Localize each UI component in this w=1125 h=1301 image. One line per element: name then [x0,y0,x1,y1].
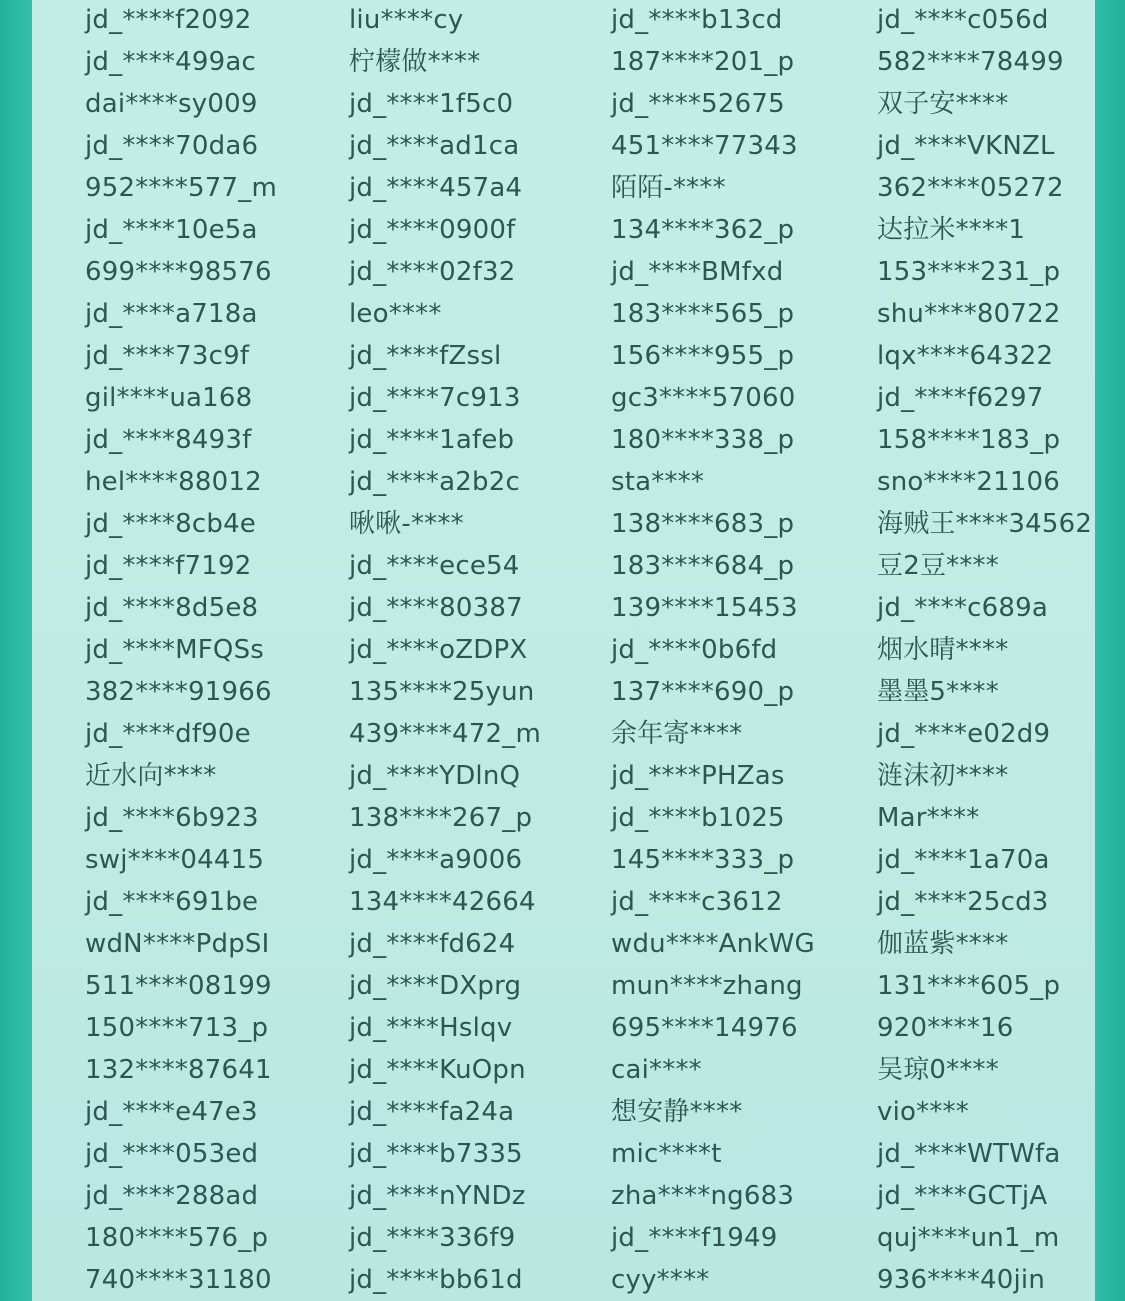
winner-name: 187****201_p [611,47,795,77]
winner-name: 伽蓝紫**** [877,929,1009,959]
winner-row [32,545,1095,587]
winner-row [32,419,1095,461]
winner-name: leo**** [349,299,442,329]
winner-name: jd_****b13cd [611,5,783,35]
winner-name: vio**** [877,1097,969,1127]
winner-name: 余年寄**** [611,719,743,749]
winner-row [32,881,1095,923]
winner-name: 132****87641 [85,1055,272,1085]
winner-row [32,377,1095,419]
winner-name: gc3****57060 [611,383,796,413]
winner-name: zha****ng683 [611,1181,795,1211]
winner-row [32,251,1095,293]
winner-name: jd_****WTWfa [877,1139,1061,1169]
winner-name: jd_****f7192 [85,551,252,581]
winner-name: jd_****fa24a [349,1097,515,1127]
winner-name: 382****91966 [85,677,272,707]
winner-name: 439****472_m [349,719,541,749]
winner-name: quj****un1_m [877,1223,1060,1253]
winner-name: jd_****8d5e8 [85,593,259,623]
winner-name: swj****04415 [85,845,265,875]
winner-name: 699****98576 [85,257,272,287]
winner-name: jd_****1afeb [349,425,515,455]
winner-row [32,293,1095,335]
winner-name: jd_****8493f [85,425,252,455]
winner-name: jd_****fZssl [349,341,502,371]
winner-name: jd_****nYNDz [349,1181,526,1211]
winner-name: jd_****a2b2c [349,467,520,497]
winner-name: jd_****df90e [85,719,251,749]
winner-name: 131****605_p [877,971,1061,1001]
winner-name-grid [32,0,1095,1301]
winner-name: jd_****f1949 [611,1223,778,1253]
winner-name: sno****21106 [877,467,1061,497]
winner-name: 双子安**** [877,89,1009,119]
winner-name: jd_****499ac [85,47,256,77]
winner-row [32,965,1095,1007]
winner-name: 吴琼0**** [877,1055,999,1085]
winner-name: jd_****336f9 [349,1223,516,1253]
winner-name: 952****577_m [85,173,277,203]
winner-name: jd_****b7335 [349,1139,523,1169]
winner-name: jd_****a718a [85,299,258,329]
winner-name: jd_****6b923 [85,803,259,833]
winner-name: jd_****1f5c0 [349,89,514,119]
winner-name: 920****16 [877,1013,1014,1043]
winner-name: 153****231_p [877,257,1061,287]
winner-name: sta**** [611,467,705,497]
winner-name: jd_****VKNZL [877,131,1055,161]
winner-name: 582****78499 [877,47,1064,77]
winner-name: jd_****ad1ca [349,131,520,161]
winner-name: Mar**** [877,803,980,833]
winner-row [32,629,1095,671]
winner-name: lqx****64322 [877,341,1054,371]
winner-name: 柠檬做**** [349,47,481,77]
winner-row [32,503,1095,545]
winner-name: 180****338_p [611,425,795,455]
winner-row [32,713,1095,755]
winner-name: 烟水晴**** [877,635,1009,665]
winner-name: 138****267_p [349,803,533,833]
winner-row [32,83,1095,125]
winner-name: 139****15453 [611,593,798,623]
winner-name: 涟沫初**** [877,761,1009,791]
winner-row [32,41,1095,83]
winner-row [32,1049,1095,1091]
winner-name: 183****684_p [611,551,795,581]
winner-name: 740****31180 [85,1265,272,1295]
winner-name: 145****333_p [611,845,795,875]
winner-name: jd_****0b6fd [611,635,778,665]
winner-name: wdu****AnkWG [611,929,815,959]
winner-name: jd_****DXprg [349,971,522,1001]
winner-name: jd_****fd624 [349,929,516,959]
winner-name: 陌陌-**** [611,173,726,203]
winner-name: jd_****10e5a [85,215,258,245]
winner-name: jd_****MFQSs [85,635,265,665]
winner-list-panel [32,0,1095,1301]
winner-row [32,797,1095,839]
winner-row [32,1091,1095,1133]
winner-name: jd_****c056d [877,5,1049,35]
winner-row [32,1007,1095,1049]
winner-name: jd_****80387 [349,593,523,623]
winner-name: jd_****288ad [85,1181,259,1211]
winner-name: jd_****c689a [877,593,1048,623]
winner-row [32,461,1095,503]
winner-name: jd_****457a4 [349,173,523,203]
winner-name: 180****576_p [85,1223,269,1253]
winner-name: gil****ua168 [85,383,253,413]
winner-name: cai**** [611,1055,702,1085]
winner-name: jd_****BMfxd [611,257,784,287]
winner-name: jd_****1a70a [877,845,1050,875]
winner-name: 936****40jin [877,1265,1046,1295]
winner-name: jd_****053ed [85,1139,259,1169]
winner-name: 啾啾-**** [349,509,464,539]
winner-row [32,0,1095,41]
winner-name: 511****08199 [85,971,272,1001]
winner-name: 近水向**** [85,761,217,791]
winner-name: 134****42664 [349,887,536,917]
winner-name: jd_****Hslqv [349,1013,513,1043]
winner-name: jd_****73c9f [85,341,250,371]
winner-name: 137****690_p [611,677,795,707]
winner-name: jd_****ece54 [349,551,520,581]
winner-name: 墨墨5**** [877,677,999,707]
winner-row [32,587,1095,629]
winner-name: shu****80722 [877,299,1061,329]
winner-row [32,755,1095,797]
winner-name: jd_****70da6 [85,131,259,161]
winner-name: dai****sy009 [85,89,258,119]
winner-row [32,839,1095,881]
winner-name: jd_****0900f [349,215,516,245]
winner-name: mun****zhang [611,971,803,1001]
winner-row [32,125,1095,167]
winner-name: 想安静**** [611,1097,743,1127]
winner-row [32,167,1095,209]
winner-name: cyy**** [611,1265,710,1295]
winner-name: 138****683_p [611,509,795,539]
winner-name: jd_****KuOpn [349,1055,526,1085]
winner-name: liu****cy [349,5,464,35]
winner-name: jd_****c3612 [611,887,783,917]
winner-name: jd_****GCTjA [877,1181,1048,1211]
winner-name: 156****955_p [611,341,795,371]
winner-name: jd_****f6297 [877,383,1044,413]
winner-name: jd_****PHZas [611,761,785,791]
winner-name: 135****25yun [349,677,535,707]
winner-row [32,1259,1095,1301]
winner-name: jd_****bb61d [349,1265,523,1295]
winner-name: jd_****f2092 [85,5,252,35]
winner-name: jd_****oZDPX [349,635,528,665]
winner-name: jd_****7c913 [349,383,521,413]
winner-name: 158****183_p [877,425,1061,455]
winner-name: jd_****52675 [611,89,785,119]
winner-name: 海贼王****34562 [877,509,1093,539]
winner-row [32,671,1095,713]
winner-name: mic****t [611,1139,722,1169]
winner-row [32,1217,1095,1259]
winner-row [32,1133,1095,1175]
winner-name: jd_****8cb4e [85,509,257,539]
winner-name: 695****14976 [611,1013,798,1043]
winner-name: jd_****691be [85,887,259,917]
winner-row [32,923,1095,965]
winner-name: jd_****e47e3 [85,1097,258,1127]
winner-row [32,1175,1095,1217]
winner-name: jd_****YDlnQ [349,761,521,791]
winner-name: 豆2豆**** [877,551,999,581]
winner-name: jd_****25cd3 [877,887,1049,917]
winner-name: wdN****PdpSI [85,929,270,959]
winner-name: 达拉米****1 [877,215,1026,245]
winner-name: 150****713_p [85,1013,269,1043]
winner-name: jd_****a9006 [349,845,523,875]
winner-row [32,209,1095,251]
winner-name: 362****05272 [877,173,1064,203]
winner-row [32,335,1095,377]
winner-name: jd_****b1025 [611,803,785,833]
winner-name: 134****362_p [611,215,795,245]
winner-name: hel****88012 [85,467,262,497]
winner-name: 451****77343 [611,131,798,161]
winner-name: jd_****e02d9 [877,719,1051,749]
winner-name: jd_****02f32 [349,257,516,287]
winner-name: 183****565_p [611,299,795,329]
